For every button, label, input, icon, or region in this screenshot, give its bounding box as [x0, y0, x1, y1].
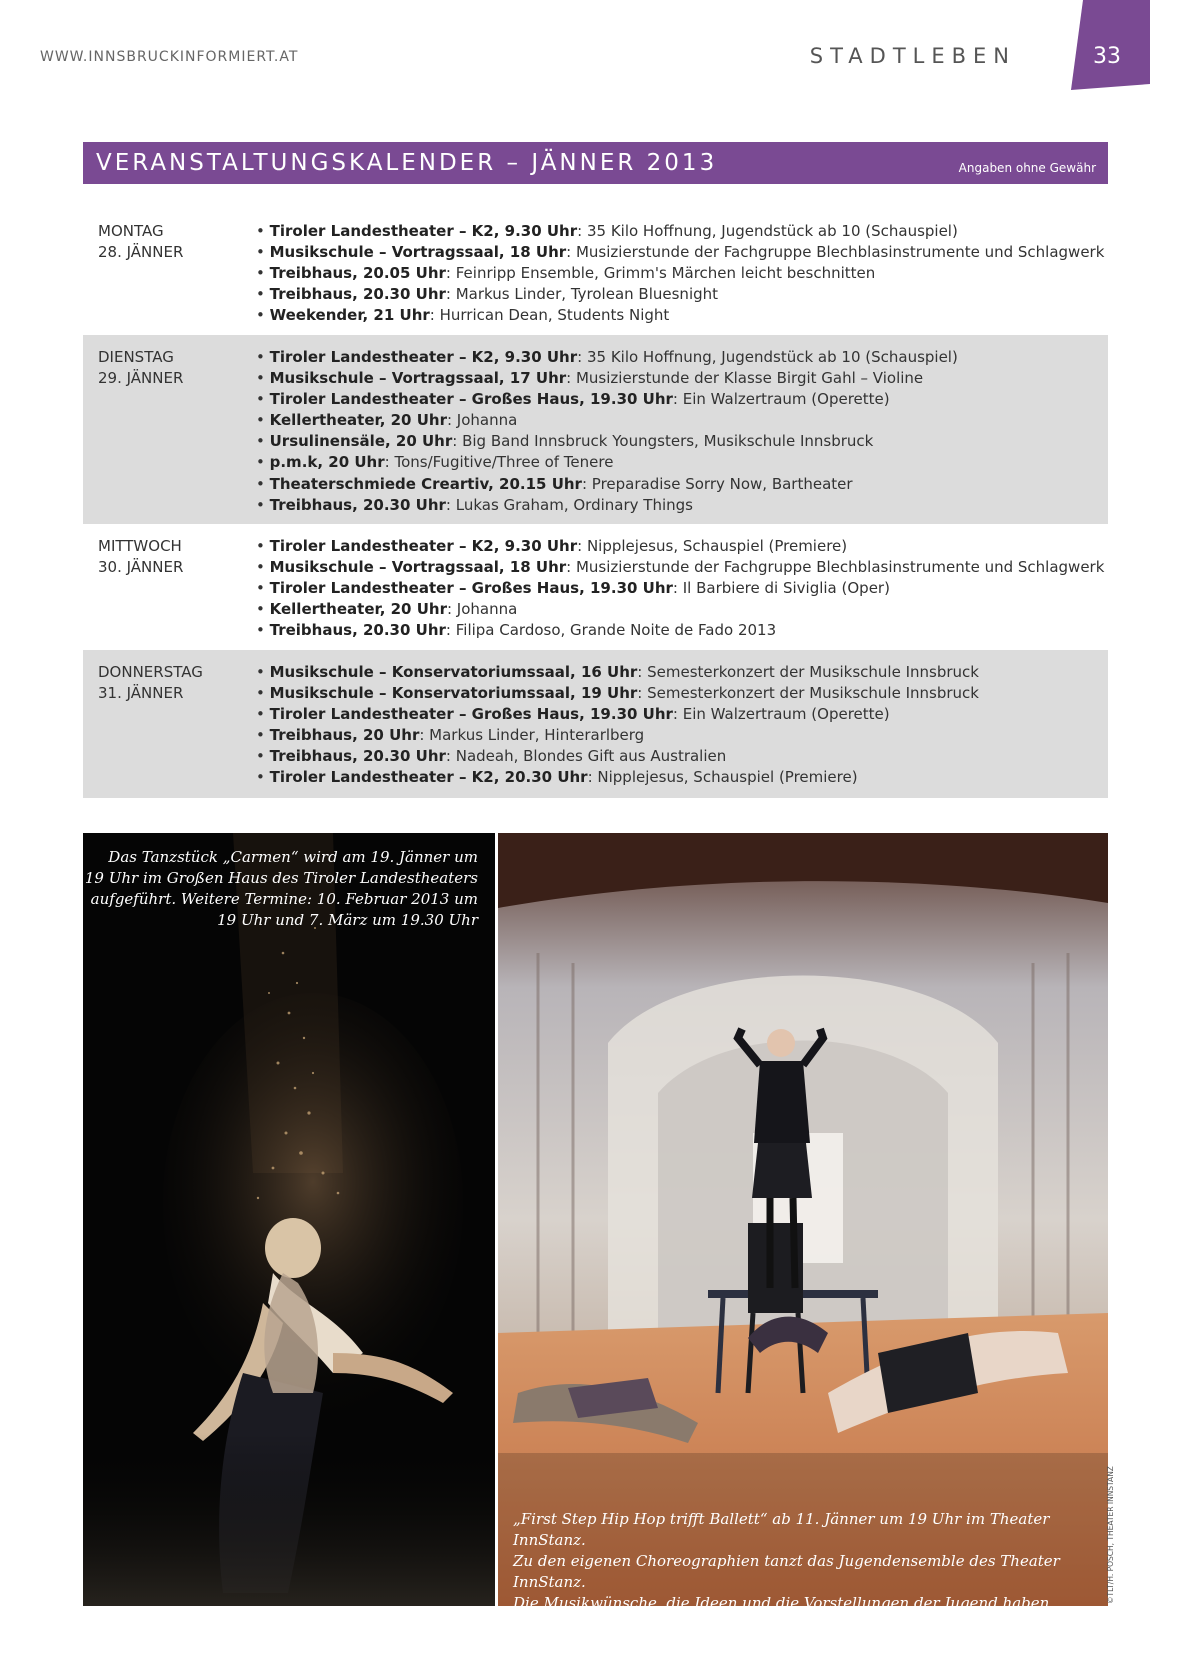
caption-line: 19 Uhr im Großen Haus des Tiroler Landestheaters: [84, 869, 478, 887]
event-desc: : 35 Kilo Hoffnung, Jugendstück ab 10 (Schauspiel): [577, 348, 958, 366]
event-venue: Tiroler Landestheater – K2, 20.30 Uhr: [269, 768, 588, 787]
calendar-note: Angaben ohne Gewähr: [958, 161, 1096, 175]
page-tab: [1071, 0, 1150, 90]
event-venue: Treibhaus, 20.05 Uhr: [269, 264, 446, 283]
photo-hiphop-illustration: [498, 833, 1108, 1606]
caption-line: Zu den eigenen Choreographien tanzt das Jugendensemble des Theater InnStanz.: [513, 1552, 1060, 1591]
event-desc: : Johanna: [446, 600, 518, 619]
event-item: • Treibhaus, 20.30 Uhr: Markus Linder, Tyrolean Bluesnight: [256, 285, 719, 304]
day-weekday: MONTAG: [98, 222, 164, 240]
event-venue: Musikschule – Vortragssaal, 18 Uhr: [269, 558, 567, 577]
event-item: • Kellertheater, 20 Uhr: Johanna: [256, 600, 518, 619]
event-desc: : Ein Walzertraum (Operette): [672, 705, 890, 724]
event-venue: Ursulinensäle, 20 Uhr: [269, 432, 453, 451]
day-label: [98, 662, 203, 704]
event-desc: : Tons/Fugitive/Three of Tenere: [384, 453, 614, 472]
event-desc: : Preparadise Sorry Now, Bartheater: [581, 474, 853, 493]
event-item: • Kellertheater, 20 Uhr: Johanna: [256, 411, 518, 430]
day-block-wednesday: [83, 524, 1108, 650]
event-desc: : Nipplejesus, Schauspiel (Premiere): [577, 537, 848, 555]
event-desc: : Feinripp Ensemble, Grimm's Märchen leicht beschnitten: [445, 264, 876, 283]
event-desc: : 35 Kilo Hoffnung, Jugendstück ab 10 (Schauspiel): [577, 222, 958, 240]
event-desc: : Markus Linder, Hinterarlberg: [419, 726, 645, 745]
event-desc: : Markus Linder, Tyrolean Bluesnight: [445, 285, 719, 304]
event-venue: Tiroler Landestheater – K2, 9.30 Uhr: [269, 222, 578, 240]
caption-line: Die Musikwünsche, die Ideen und die Vorstellungen der Jugend haben: [513, 1594, 1050, 1612]
event-desc: : Nipplejesus, Schauspiel (Premiere): [587, 768, 858, 787]
event-item: • Ursulinensäle, 20 Uhr: Big Band Innsbruck Youngsters, Musikschule Innsbruck: [256, 432, 874, 451]
event-desc: : Musizierstunde der Fachgruppe Blechblasinstrumente und Schlagwerk: [566, 558, 1105, 577]
event-item: • Treibhaus, 20.05 Uhr: Feinripp Ensemble, Grimm's Märchen leicht beschnitten: [256, 264, 876, 283]
event-item: • Treibhaus, 20.30 Uhr: Nadeah, Blondes Gift aus Australien: [256, 747, 727, 766]
event-venue: Treibhaus, 20.30 Uhr: [269, 621, 446, 640]
event-item: • Musikschule – Konservatoriumssaal, 19 Uhr: Semesterkonzert der Musikschule Innsbruck: [256, 684, 979, 703]
event-item: • Theaterschmiede Creartiv, 20.15 Uhr: Preparadise Sorry Now, Bartheater: [256, 474, 853, 493]
calendar-title: VERANSTALTUNGSKALENDER – JÄNNER 2013: [96, 150, 718, 176]
day-weekday: DONNERSTAG: [98, 663, 203, 681]
event-desc: : Lukas Graham, Ordinary Things: [445, 495, 693, 514]
event-venue: Treibhaus, 20.30 Uhr: [269, 747, 446, 766]
event-list: [256, 347, 958, 516]
event-venue: Tiroler Landestheater – Großes Haus, 19.30 Uhr: [269, 579, 673, 598]
photo-carmen-illustration: [83, 833, 495, 1606]
event-list: [256, 221, 1104, 326]
event-venue: Musikschule – Konservatoriumssaal, 16 Uhr: [269, 663, 638, 681]
event-item: • Tiroler Landestheater – K2, 9.30 Uhr: 35 Kilo Hoffnung, Jugendstück ab 10 (Schauspiel): [256, 348, 958, 366]
event-item: • Treibhaus, 20.30 Uhr: Filipa Cardoso, Grande Noite de Fado 2013: [256, 621, 777, 640]
day-block-tuesday: [83, 335, 1108, 524]
event-item: • Musikschule – Vortragssaal, 18 Uhr: Musizierstunde der Fachgruppe Blechblasinstrumente und Schlagwerk: [256, 243, 1105, 262]
event-venue: Musikschule – Konservatoriumssaal, 19 Uhr: [269, 684, 638, 703]
caption-line: Das Tanzstück „Carmen“ wird am 19. Jänner um: [108, 848, 478, 866]
event-desc: : Big Band Innsbruck Youngsters, Musikschule Innsbruck: [452, 432, 874, 451]
event-venue: p.m.k, 20 Uhr: [269, 453, 385, 472]
event-item: • Tiroler Landestheater – Großes Haus, 19.30 Uhr: Ein Walzertraum (Operette): [256, 705, 890, 724]
event-item: • Tiroler Landestheater – K2, 9.30 Uhr: Nipplejesus, Schauspiel (Premiere): [256, 537, 848, 555]
event-item: • Tiroler Landestheater – Großes Haus, 19.30 Uhr: Il Barbiere di Siviglia (Oper): [256, 579, 890, 598]
event-item: • Weekender, 21 Uhr: Hurrican Dean, Students Night: [256, 306, 670, 325]
event-venue: Musikschule – Vortragssaal, 17 Uhr: [269, 369, 567, 388]
event-item: • p.m.k, 20 Uhr: Tons/Fugitive/Three of Tenere: [256, 453, 614, 472]
event-item: • Tiroler Landestheater – K2, 9.30 Uhr: 35 Kilo Hoffnung, Jugendstück ab 10 (Schauspiel): [256, 222, 958, 240]
page-number: 33: [1093, 44, 1121, 69]
caption-line: freien Lauf und werden direkt eingebunden.: [513, 1615, 852, 1633]
event-item: • Treibhaus, 20.30 Uhr: Lukas Graham, Ordinary Things: [256, 495, 693, 514]
event-venue: Treibhaus, 20.30 Uhr: [269, 285, 446, 304]
event-item: • Tiroler Landestheater – Großes Haus, 19.30 Uhr: Ein Walzertraum (Operette): [256, 390, 890, 409]
day-date: 28. JÄNNER: [98, 243, 184, 261]
event-desc: : Semesterkonzert der Musikschule Innsbruck: [637, 684, 979, 703]
event-venue: Treibhaus, 20.30 Uhr: [269, 495, 446, 514]
event-venue: Treibhaus, 20 Uhr: [269, 726, 420, 745]
event-desc: : Musizierstunde der Klasse Birgit Gahl – Violine: [566, 369, 924, 388]
day-label: [98, 221, 183, 263]
event-list: [256, 536, 1104, 641]
day-label: [98, 347, 183, 389]
day-weekday: DIENSTAG: [98, 348, 174, 366]
day-date: 29. JÄNNER: [98, 369, 184, 387]
day-weekday: MITTWOCH: [98, 537, 182, 555]
event-venue: Tiroler Landestheater – Großes Haus, 19.30 Uhr: [269, 390, 673, 409]
event-venue: Musikschule – Vortragssaal, 18 Uhr: [269, 243, 567, 262]
section-label: STADTLEBEN: [809, 44, 1016, 68]
day-label: [98, 536, 183, 578]
event-item: • Musikschule – Vortragssaal, 17 Uhr: Musizierstunde der Klasse Birgit Gahl – Violine: [256, 369, 924, 388]
day-block-monday: [83, 221, 1108, 337]
event-desc: : Semesterkonzert der Musikschule Innsbruck: [637, 663, 979, 681]
day-block-thursday: [83, 650, 1108, 798]
photo-carmen: [83, 833, 495, 1606]
event-venue: Weekender, 21 Uhr: [269, 306, 430, 325]
caption-line: „First Step Hip Hop trifft Ballett“ ab 11. Jänner um 19 Uhr im Theater InnStanz.: [513, 1510, 1050, 1549]
event-desc: : Johanna: [446, 411, 518, 430]
event-venue: Theaterschmiede Creartiv, 20.15 Uhr: [269, 474, 582, 493]
event-desc: : Ein Walzertraum (Operette): [672, 390, 890, 409]
event-venue: Kellertheater, 20 Uhr: [269, 411, 447, 430]
caption-line: 19 Uhr und 7. März um 19.30 Uhr: [217, 911, 478, 929]
day-date: 30. JÄNNER: [98, 558, 184, 576]
photo-credit: ©TLT/H. POSCH, THEATER INNSTANZ: [1106, 1466, 1115, 1604]
photo-hiphop-caption: [513, 1509, 1108, 1635]
event-item: • Treibhaus, 20 Uhr: Markus Linder, Hinterarlberg: [256, 726, 645, 745]
event-venue: Tiroler Landestheater – K2, 9.30 Uhr: [269, 537, 578, 555]
event-venue: Tiroler Landestheater – Großes Haus, 19.30 Uhr: [269, 705, 673, 724]
photo-hiphop-ballett: [498, 833, 1108, 1633]
event-desc: : Hurrican Dean, Students Night: [429, 306, 670, 325]
event-desc: : Il Barbiere di Siviglia (Oper): [672, 579, 890, 598]
caption-line: aufgeführt. Weitere Termine: 10. Februar 2013 um: [90, 890, 478, 908]
event-item: • Musikschule – Vortragssaal, 18 Uhr: Musizierstunde der Fachgruppe Blechblasinstrumente und Schlagwerk: [256, 558, 1105, 577]
event-list: [256, 662, 979, 789]
calendar-header: [83, 142, 1108, 184]
event-item: • Musikschule – Konservatoriumssaal, 16 Uhr: Semesterkonzert der Musikschule Innsbruck: [256, 663, 979, 681]
event-venue: Kellertheater, 20 Uhr: [269, 600, 447, 619]
photo-carmen-caption: [83, 847, 478, 931]
event-desc: : Filipa Cardoso, Grande Noite de Fado 2013: [445, 621, 777, 640]
event-venue: Tiroler Landestheater – K2, 9.30 Uhr: [269, 348, 578, 366]
event-item: • Tiroler Landestheater – K2, 20.30 Uhr: Nipplejesus, Schauspiel (Premiere): [256, 768, 858, 787]
day-date: 31. JÄNNER: [98, 684, 184, 702]
site-url: WWW.INNSBRUCKINFORMIERT.AT: [40, 49, 299, 65]
event-desc: : Nadeah, Blondes Gift aus Australien: [445, 747, 727, 766]
event-desc: : Musizierstunde der Fachgruppe Blechblasinstrumente und Schlagwerk: [566, 243, 1105, 262]
